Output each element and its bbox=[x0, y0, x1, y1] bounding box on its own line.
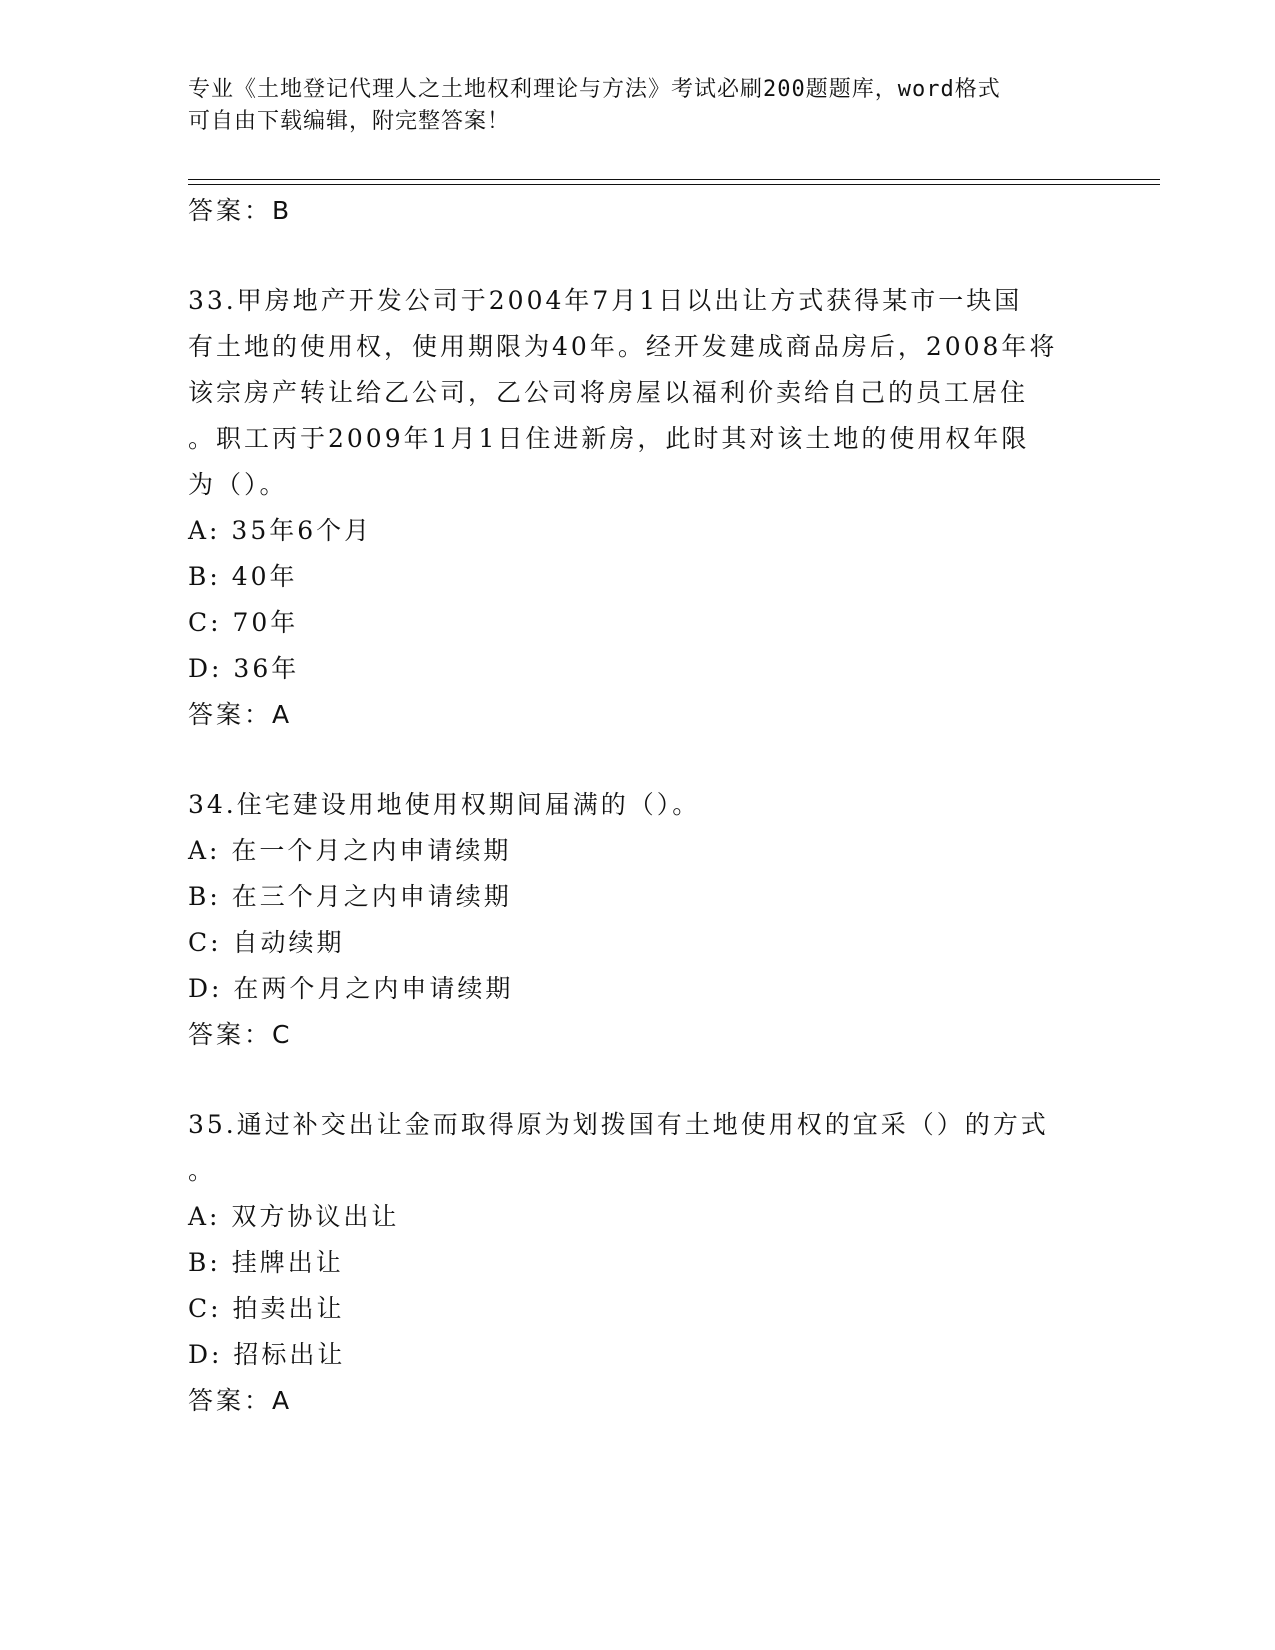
header-rule-bottom bbox=[188, 184, 1160, 185]
page-header bbox=[188, 74, 1088, 138]
question-text-line: 该宗房产转让给乙公司，乙公司将房屋以福利价卖给自己的员工居住 bbox=[188, 378, 1029, 407]
question-text-line: 。 bbox=[188, 1156, 217, 1185]
spacer bbox=[188, 234, 1088, 278]
option-c: C: 拍卖出让 bbox=[188, 1294, 345, 1323]
option-d: D: 在两个月之内申请续期 bbox=[188, 974, 514, 1003]
header-line-1: 专业《土地登记代理人之土地权利理论与方法》考试必刷200题题库，word格式 bbox=[188, 77, 1001, 102]
option-b: B: 40年 bbox=[188, 562, 298, 591]
question-text-line: 有土地的使用权，使用期限为40年。经开发建成商品房后，2008年将 bbox=[188, 332, 1058, 361]
answer: 答案：C bbox=[188, 1020, 293, 1049]
question-list bbox=[188, 188, 1088, 1424]
question-text-line: 35.通过补交出让金而取得原为划拨国有土地使用权的宜采（）的方式 bbox=[188, 1110, 1049, 1139]
question-text-line: 为（）。 bbox=[188, 470, 288, 499]
question-text-line: 34.住宅建设用地使用权期间届满的（）。 bbox=[188, 790, 701, 819]
option-a: A: 35年6个月 bbox=[188, 516, 373, 545]
option-d: D: 招标出让 bbox=[188, 1340, 346, 1369]
option-c: C: 70年 bbox=[188, 608, 299, 637]
question-text-line: 。职工丙于2009年1月1日住进新房，此时其对该土地的使用权年限 bbox=[188, 424, 1030, 453]
answer: 答案：A bbox=[188, 1386, 293, 1415]
spacer bbox=[188, 738, 1088, 782]
header-rule-top bbox=[188, 179, 1160, 180]
option-b: B: 在三个月之内申请续期 bbox=[188, 882, 512, 911]
option-c: C: 自动续期 bbox=[188, 928, 345, 957]
question-text-line: 33.甲房地产开发公司于2004年7月1日以出让方式获得某市一块国 bbox=[188, 286, 1023, 315]
previous-answer: 答案：B bbox=[188, 196, 293, 225]
option-a: A: 在一个月之内申请续期 bbox=[188, 836, 512, 865]
header-line-2: 可自由下载编辑，附完整答案！ bbox=[188, 109, 511, 134]
question-34 bbox=[188, 782, 1088, 1058]
option-b: B: 挂牌出让 bbox=[188, 1248, 344, 1277]
spacer bbox=[188, 1058, 1088, 1102]
answer: 答案：A bbox=[188, 700, 293, 729]
question-33 bbox=[188, 278, 1088, 738]
option-a: A: 双方协议出让 bbox=[188, 1202, 400, 1231]
option-d: D: 36年 bbox=[188, 654, 300, 683]
question-35 bbox=[188, 1102, 1088, 1424]
